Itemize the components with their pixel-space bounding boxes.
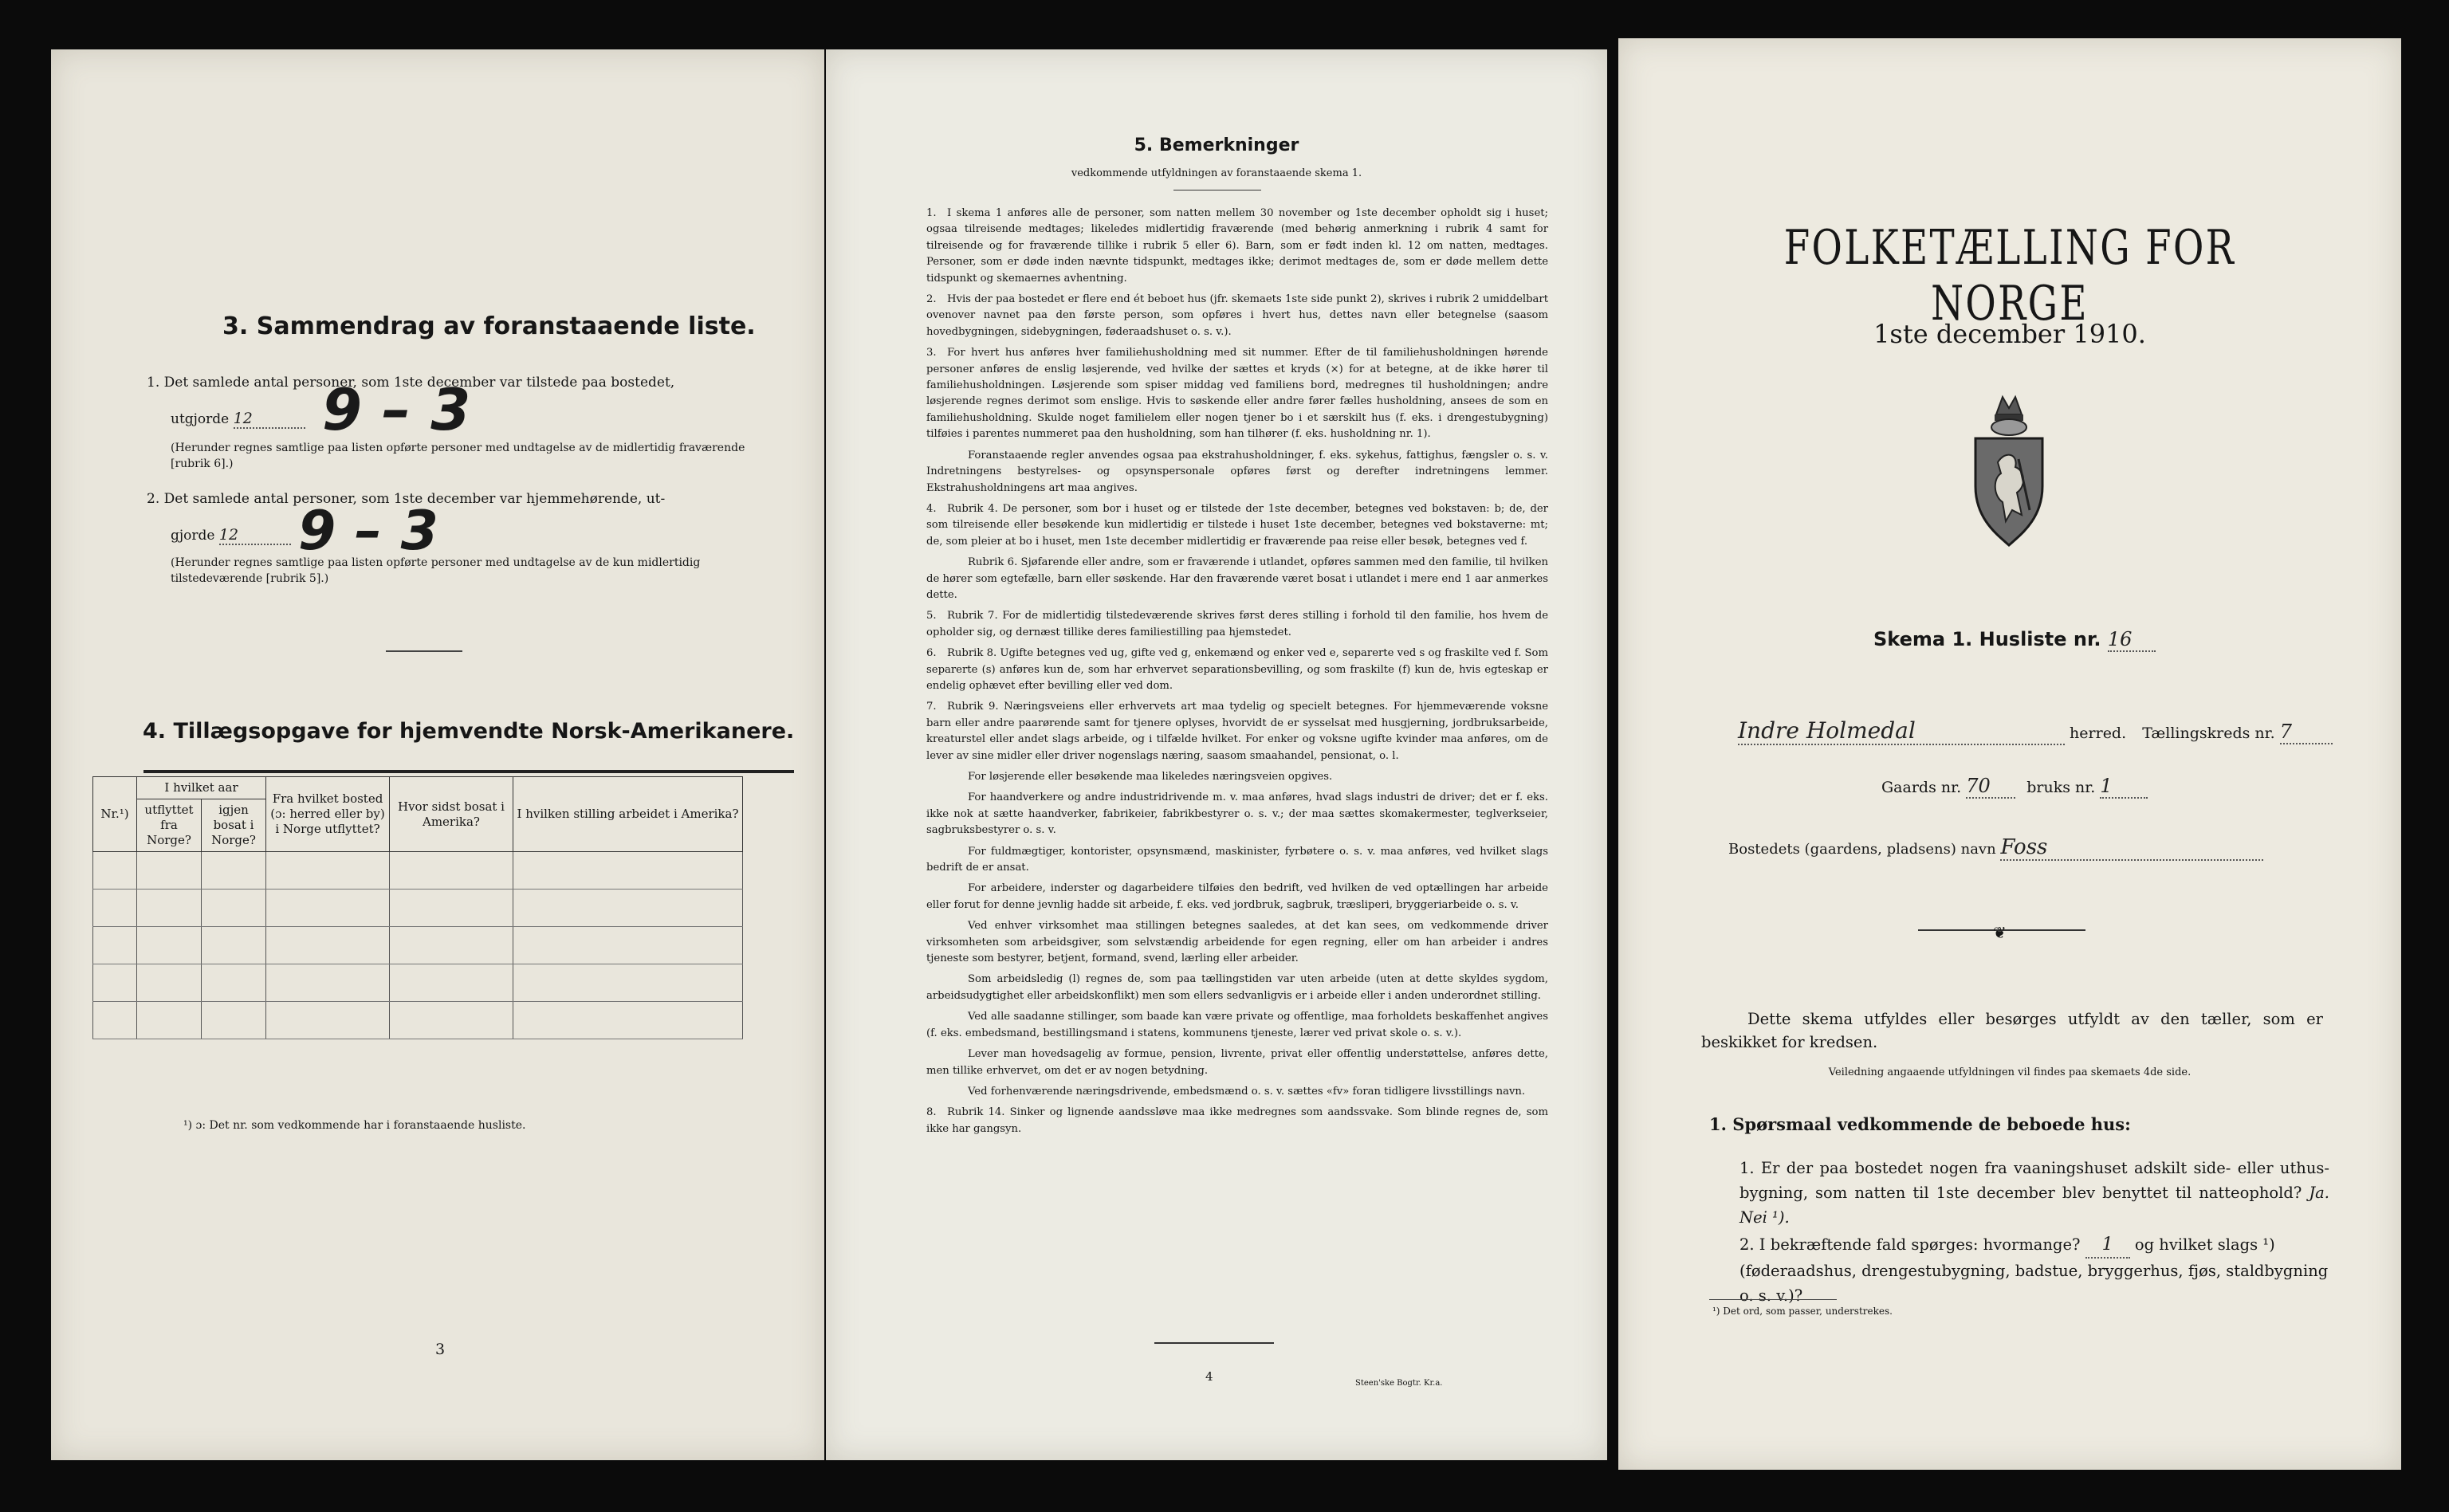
- questions-heading: 1. Spørsmaal vedkommende de beboede hus:: [1709, 1114, 2131, 1134]
- remark-paragraph: [926, 918, 1548, 967]
- bruks-value: 1: [2100, 775, 2148, 799]
- remark-text: For løsjerende eller besøkende maa likeledes næringsveien opgives.: [968, 771, 1333, 783]
- remark-number: 6.: [926, 647, 937, 660]
- remark-text: Ved enhver virksomhet maa stillingen betegnes saaledes, at det kan sees, om vedkommende driver virksomheten som arbeidsgiver, som selvstændig arbeidende for egen regning, eller om han arbeider i andres tjeneste som bestyrer, betjent, formand, svend, lærling eller arbeider.: [926, 920, 1548, 965]
- ornament-icon: ❦: [1993, 923, 2007, 942]
- col-fra: Fra hvilket bosted (ɔ: herred eller by) i Norge utflyttet?: [266, 777, 390, 852]
- bosted-label: Bostedets (gaardens, pladsens) navn: [1728, 841, 1996, 858]
- col-hvor: Hvor sidst bosat i Amerika?: [390, 777, 513, 852]
- bottom-rule: [1154, 1342, 1274, 1344]
- remark-number: 7.: [926, 701, 937, 713]
- bruks-label: bruks nr.: [2026, 779, 2096, 796]
- remark-text: For arbeidere, inderster og dagarbeidere tilføies den bedrift, ved hvilken de ved optællingen har arbeide eller forut for denne jevnlig hadde sit arbeide, f. eks. ved jordbruk, sagbruk, træsliperi, bryggeriarbeide o. s. v.: [926, 882, 1548, 911]
- herred-label: herred.: [2070, 725, 2127, 742]
- remark-paragraph: [926, 881, 1548, 913]
- col-utflyttet: utflyttet fra Norge?: [137, 799, 202, 852]
- remark-text: For haandverkere og andre industridrivende m. v. maa anføres, hvad slags industri de driver; det er f. eks. ikke nok at sætte haandverker, fabrikeier, fabrikbestyrer o. s. v.; der maa sættes skomakermester, teglverkseier, sagbruksbestyrer o. s. v.: [926, 791, 1548, 837]
- remark-paragraph: [926, 292, 1548, 340]
- item-2-value: 12: [219, 526, 291, 545]
- remark-number: 4.: [926, 502, 937, 515]
- question-2: [1739, 1232, 2329, 1308]
- item-2-prefix: gjorde: [171, 528, 215, 544]
- fill-instruction: Dette skema utfyldes eller besørges utfyldt av den tæller, som er beskikket for kredsen.: [1701, 1010, 2323, 1051]
- remark-paragraph: [926, 555, 1548, 603]
- remark-paragraph: [926, 448, 1548, 497]
- remark-paragraph: [926, 1009, 1548, 1042]
- gaards-line: [1881, 775, 2148, 799]
- right-footnote: ¹) Det ord, som passer, understrekes.: [1712, 1306, 1893, 1317]
- question-2-text: 2. I bekræftende fald spørges: hvormange?: [1739, 1235, 2081, 1254]
- remark-number: 8.: [926, 1106, 937, 1119]
- remark-paragraph: [926, 206, 1548, 287]
- remark-text: Ved forhenværende næringsdrivende, embedsmænd o. s. v. sættes «fv» foran tidligere livsstillings navn.: [968, 1085, 1526, 1098]
- remark-text: Hvis der paa bostedet er flere end ét beboet hus (jfr. skemaets 1ste side punkt 2), skrives i rubrik 2 umiddelbart ovenover navnet paa den første person, som opføres i hvert hus, dettes navn eller betegnelse (saasom hovedbygningen, sidebygningen, føderaadshuset o. s. v.).: [926, 293, 1548, 338]
- table-top-rule: [143, 770, 794, 773]
- item-1-note: (Herunder regnes samtlige paa listen opførte personer med undtagelse av de midlertidig fraværende [rubrik 6].): [171, 442, 745, 470]
- table-row: [93, 964, 743, 1002]
- printer-mark: Steen'ske Bogtr. Kr.a.: [1355, 1379, 1443, 1388]
- remarks-subtitle: vedkommende utfyldningen av foranstaaende skema 1.: [1071, 167, 1362, 179]
- table-row: [93, 890, 743, 927]
- remark-text: For fuldmægtiger, kontorister, opsynsmænd, maskinister, fyrbøtere o. s. v. maa anføres, ved hvilket slags bedrift de er ansat.: [926, 845, 1548, 874]
- remark-paragraph: [926, 699, 1548, 764]
- remarks-title: 5. Bemerkninger: [1134, 135, 1299, 155]
- remark-number: 1.: [926, 207, 937, 219]
- gaards-value: 70: [1966, 775, 2015, 799]
- remark-text: For hvert hus anføres hver familiehusholdning med sit nummer. Efter de til familiehusholdningen hørende personer anføres de enslig løsjerende, ved hvilke der sættes et kryds (×) for at betegne, at de ikke hører til familiehusholdningen. Løsjerende som spiser middag ved familiens bord, medregnes til husholdningen; andre løsjerende regnes derimot som enslige. Hvis to søskende eller andre fører fælles husholdning, ansees de som en familiehusholdning. Skulde noget familielem eller nogen tjener bo i et særskilt hus (f. eks. i drengestubygning) tilføies i parentes nummeret paa den husholdning, som han tilhører (f. eks. husholdning nr. 1).: [926, 347, 1548, 441]
- right-page: [1618, 38, 2401, 1470]
- col-igjen: igjen bosat i Norge?: [202, 799, 266, 852]
- table-row: [93, 852, 743, 890]
- remark-text: Rubrik 7. For de midlertidig tilstedeværende skrives først deres stilling i forhold til den familie, hos hvem de opholder sig, og dernæst tillike deres familiestilling paa hjemstedet.: [926, 610, 1548, 638]
- col-stilling: I hvilken stilling arbeidet i Amerika?: [513, 777, 743, 852]
- norsk-amerikanere-table: [92, 776, 743, 1039]
- skema-label: Skema 1. Husliste nr.: [1873, 628, 2101, 650]
- item-2-text: 2. Det samlede antal personer, som 1ste december var hjemmehørende, ut-: [147, 491, 666, 507]
- item-1-handwritten: 9 – 3: [322, 376, 471, 443]
- herred-line: [1738, 717, 2360, 745]
- item-2-line: [171, 526, 291, 545]
- remark-text: Ved alle saadanne stillinger, som baade kan være private og offentlige, maa forholdets beskaffenhet angives (f. eks. embedsmand, bestillingsmand i statens, kommunens tjeneste, lærer ved privat skole o. s. v.).: [926, 1011, 1548, 1039]
- table-row: [93, 927, 743, 964]
- kreds-value: 7: [2280, 721, 2333, 744]
- left-page-number: 3: [435, 1341, 446, 1358]
- herred-value: Indre Holmedal: [1738, 717, 2065, 745]
- remark-text: Rubrik 8. Ugifte betegnes ved ug, gifte ved g, enkemænd og enker ved e, separerte ved s og fraskilte ved f. Som separerte (s) anføres kun de, som har erhvervet separationsbevilling, og som fraskilte (f) kun de, hvis egteskap er endelig ophævet efter bevilling eller ved dom.: [926, 647, 1548, 692]
- remark-paragraph: [926, 844, 1548, 877]
- remark-paragraph: [926, 608, 1548, 641]
- question-1-text: 1. Er der paa bostedet nogen fra vaaningshuset adskilt side- eller uthus-bygning, som natten til 1ste december blev benyttet til natteophold?: [1739, 1159, 2329, 1202]
- item-2-note: (Herunder regnes samtlige paa listen opførte personer med undtagelse av de kun midlertidig tilstedeværende [rubrik 5].): [171, 556, 701, 585]
- question-1: [1739, 1156, 2329, 1230]
- item-1-text: 1. Det samlede antal personer, som 1ste december var tilstede paa bostedet,: [147, 375, 675, 391]
- husliste-nr: 16: [2108, 628, 2156, 652]
- kreds-label: Tællingskreds nr.: [2142, 725, 2275, 742]
- coat-of-arms-icon: [1966, 391, 2052, 548]
- remark-paragraph: [926, 345, 1548, 442]
- remark-paragraph: [926, 790, 1548, 838]
- bosted-line: [1728, 835, 2263, 861]
- bosted-value: Foss: [2000, 835, 2263, 861]
- footnote-rule: [1709, 1299, 1837, 1300]
- remark-text: Rubrik 9. Næringsveiens eller erhvervets art maa tydelig og specielt betegnes. For hjemmeværende voksne barn eller andre paarørende samt for tjenere oplyses, hvorvidt de er sysselsat med husgjerning, jordbruksarbeide, kreaturstel eller andet slags arbeide, og i tilfælde hvilket. For enker og voksne ugifte kvinder maa anføres, om de lever av sine midler eller driver nogenslags næring, saasom smaahandel, pensionat, o. l.: [926, 701, 1548, 762]
- divider-rule: [386, 650, 462, 652]
- skema-line: [1873, 628, 2156, 652]
- form-title: FOLKETÆLLING FOR NORGE: [1783, 220, 2236, 332]
- remark-text: Som arbeidsledig (l) regnes de, som paa tællingstiden var uten arbeide (uten at dette skyldes sygdom, arbeidsudygtighet eller arbeidskonflikt) men som ellers sedvanligvis er i arbeide eller i anden underordnet stilling.: [926, 973, 1548, 1002]
- col-nr: Nr.¹): [93, 777, 137, 852]
- item-1-line: [171, 410, 305, 429]
- table-row: [93, 1002, 743, 1039]
- remark-paragraph: [926, 1105, 1548, 1137]
- section-4-title: 4. Tillægsopgave for hjemvendte Norsk-Amerikanere.: [143, 719, 795, 744]
- remark-text: Foranstaaende regler anvendes ogsaa paa ekstrahusholdninger, f. eks. sykehus, fattighus, fængsler o. s. v. Indretningens bestyrelses- og opsynspersonale opføres først og derefter indretningens lemmer. Ekstrahusholdningens art maa angives.: [926, 449, 1548, 494]
- remarks-body: [926, 206, 1548, 1142]
- remark-text: Rubrik 6. Sjøfarende eller andre, som er fraværende i utlandet, opføres sammen med den familie, til hvilken de hører som egtefælle, barn eller søskende. Har den fraværende været bosat i utlandet i mere end 1 aar anmerkes dette.: [926, 556, 1548, 601]
- remark-text: I skema 1 anføres alle de personer, som natten mellem 30 november og 1ste december opholdt sig i huset; ogsaa tilreisende medtages; likeledes midlertidig fraværende (med behørig anmerkning i rubrik 4 samt for tilreisende og for fraværende tillike i rubrik 5 eller 6). Barn, som er født inden kl. 12 om natten, medtages. Personer, som er døde inden nævnte tidspunkt, medtages ikke; derimot medtages de, som er døde mellem dette tidspunkt og skemaernes avhentning.: [926, 207, 1548, 285]
- remark-text: Lever man hovedsagelig av formue, pension, livrente, privat eller offentlig understøttelse, anføres dette, men tillike erhvervet, om det er av nogen betydning.: [926, 1048, 1548, 1077]
- col-group-aar: I hvilket aar: [137, 777, 266, 799]
- remark-number: 2.: [926, 293, 937, 306]
- middle-page-number: 4: [1205, 1369, 1213, 1384]
- remark-number: 5.: [926, 610, 937, 622]
- remark-paragraph: [926, 1084, 1548, 1100]
- question-2-rest: og hvilket slags ¹) (føderaadshus, drengestubygning, badstue, bryggerhus, fjøs, staldbygning o. s. v.)?: [1739, 1235, 2329, 1305]
- veiledning-note: Veiledning angaaende utfyldningen vil findes paa skemaets 4de side.: [1828, 1066, 2192, 1078]
- table-footnote: ¹) ɔ: Det nr. som vedkommende har i foranstaaende husliste.: [183, 1119, 526, 1132]
- question-1-answer: Ja. Nei ¹).: [1739, 1184, 2329, 1227]
- remark-paragraph: [926, 769, 1548, 785]
- remark-text: Rubrik 4. De personer, som bor i huset og er tilstede der 1ste december, betegnes ved bokstaven: b; de, der som tilreisende eller besøkende kun midlertidig er tilstede i huset 1ste december, betegnes ved bokstaverne: mt; de, som pleier at bo i huset, men 1ste december midlertidig er fraværende paa reise eller besøk, betegnes ved f.: [926, 502, 1548, 548]
- section-3-title: 3. Sammendrag av foranstaaende liste.: [222, 312, 756, 340]
- remark-paragraph: [926, 1047, 1548, 1079]
- remark-text: Rubrik 14. Sinker og lignende aandssløve maa ikke medregnes som aandssvake. Som blinde regnes de, som ikke har gangsyn.: [926, 1106, 1548, 1135]
- remark-paragraph: [926, 972, 1548, 1004]
- question-2-value: 1: [2085, 1232, 2130, 1259]
- form-date: 1ste december 1910.: [1873, 319, 2146, 349]
- item-2-handwritten: 9 – 3: [298, 500, 438, 563]
- remark-number: 3.: [926, 347, 937, 359]
- left-page: [51, 49, 824, 1460]
- gaards-label: Gaards nr.: [1881, 779, 1962, 796]
- item-1-prefix: utgjorde: [171, 411, 230, 427]
- middle-page: [826, 49, 1607, 1460]
- item-1-value: 12: [234, 410, 305, 429]
- remark-paragraph: [926, 646, 1548, 694]
- remark-paragraph: [926, 501, 1548, 550]
